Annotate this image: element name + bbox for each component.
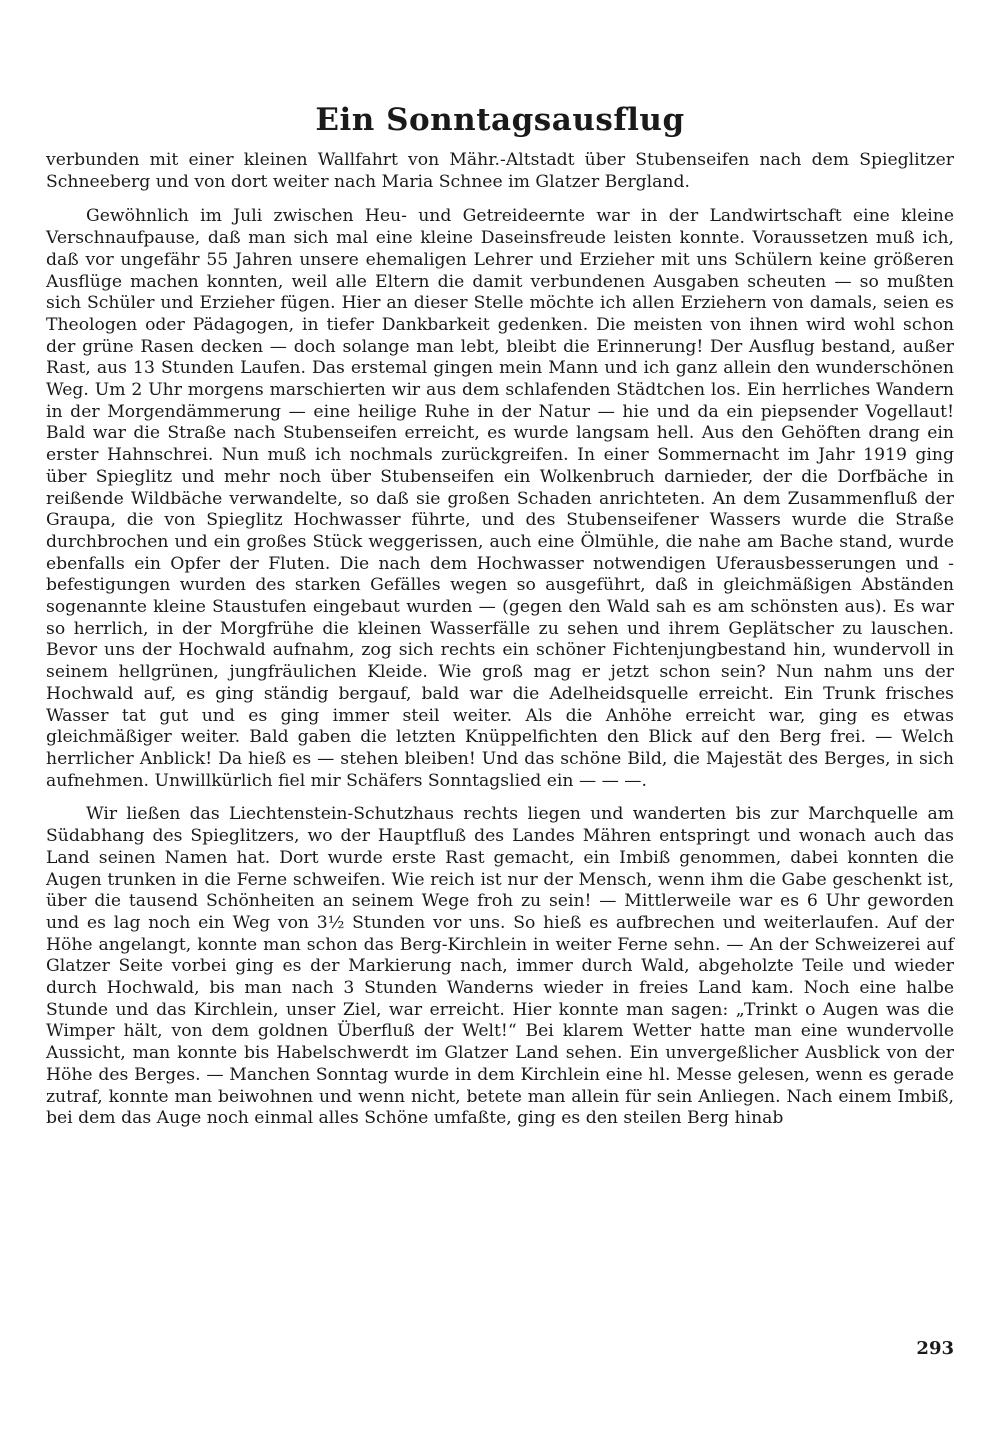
page-title: Ein Sonntagsausflug <box>315 102 685 138</box>
paragraph-continuation: Wir ließen das Liechtenstein-Schutzhaus rechts liegen und wanderten bis zur Marchquelle am Südabhang des Spieglitzers, wo der Hauptfluß des Landes Mähren entspringt und wonach auch das Land seinen Namen hat. Dort wurde erste Rast gemacht, ein Imbiß genommen, dabei konnten die Augen trunken in die Ferne schweifen. Wie reich ist nur der Mensch, wenn ihm die Gabe geschenkt ist, über die tausend Schönheiten an seinem Wege froh zu sein! — Mittlerweile war es 6 Uhr geworden und es lag noch ein Weg von 3½ Stunden vor uns. So hieß es aufbrechen und weiterlaufen. Auf der Höhe angelangt, konnte man schon das Berg-Kirchlein in weiter Ferne sehn. — An der Schweizerei auf Glatzer Seite vorbei ging es der Markierung nach, immer durch Wald, abgeholzte Teile und wieder durch Hochwald, bis man nach 3 Stunden Wanderns wieder in freies Land kam. Noch eine halbe Stunde und das Kirchlein, unser Ziel, war erreicht. Hier konnte man sagen: „Trinkt o Augen was die Wimper hält, von dem goldnen Überfluß der Welt!“ Bei klarem Wetter hatte man eine wundervolle Aussicht, man konnte bis Habelschwerdt im Glatzer Land sehen. Ein unvergeßlicher Ausblick von der Höhe des Berges. — Manchen Sonntag wurde in dem Kirchlein eine hl. Messe gelesen, wenn es gerade zutraf, konnte man beiwohnen und wenn nicht, betete man allein für sein Anliegen. Nach einem Imbiß, bei dem das Auge noch einmal alles Schöne umfaßte, ging es den steilen Berg hinab <box>46 804 954 1129</box>
paragraph-intro: verbunden mit einer kleinen Wallfahrt von Mähr.-Altstadt über Stubenseifen nach dem Spieglitzer Schneeberg und von dort weiter nach Maria Schnee im Glatzer Bergland. <box>46 150 954 192</box>
page-number: 293 <box>916 1338 954 1359</box>
article-body <box>46 150 954 1130</box>
paragraph-main: Gewöhnlich im Juli zwischen Heu- und Getreideernte war in der Landwirtschaft eine kleine Verschnaufpause, daß man sich mal eine kleine Daseinsfreude leisten konnte. Voraussetzen muß ich, daß vor ungefähr 55 Jahren unsere ehemaligen Lehrer und Erzieher mit uns Schülern keine größeren Ausflüge machen konnten, weil alle Eltern die damit verbundenen Ausgaben scheuten — so mußten sich Schüler und Erzieher fügen. Hier an dieser Stelle möchte ich allen Erziehern von damals, seien es Theologen oder Pädagogen, in tiefer Dankbarkeit gedenken. Die meisten von ihnen wird wohl schon der grüne Rasen decken — doch solange man lebt, bleibt die Erinnerung! Der Ausflug bestand, außer Rast, aus 13 Stunden Laufen. Das erstemal gingen mein Mann und ich ganz allein den wunderschönen Weg. Um 2 Uhr morgens marschierten wir aus dem schlafenden Städtchen los. Ein herrliches Wandern in der Morgendämmerung — eine heilige Ruhe in der Natur — hie und da ein piepsender Vogellaut! Bald war die Straße nach Stubenseifen erreicht, es wurde langsam hell. Aus den Gehöften drang ein erster Hahnschrei. Nun muß ich nochmals zurückgreifen. In einer Sommernacht im Jahr 1919 ging über Spieglitz und mehr noch über Stubenseifen ein Wolkenbruch darnieder, der die Dorfbäche in reißende Wildbäche verwandelte, so daß sie großen Schaden anrichteten. An dem Zusammenfluß der Graupa, die von Spieglitz Hochwasser führte, und des Stubenseifener Wassers wurde die Straße durchbrochen und ein großes Stück weggerissen, auch eine Ölmühle, die nahe am Bache stand, wurde ebenfalls ein Opfer der Fluten. Die nach dem Hochwasser notwendigen Uferausbesserungen und -befestigungen wurden des starken Gefälles wegen so ausgeführt, daß in gleichmäßigen Abständen sogenannte kleine Staustufen eingebaut wurden — (gegen den Wald sah es am schönsten aus). Es war so herrlich, in der Morgfrühe die kleinen Wasserfälle zu sehen und ihrem Geplätscher zu lauschen. Bevor uns der Hochwald aufnahm, zog sich rechts ein schöner Fichtenjungbestand hin, wundervoll in seinem hellgrünen, jungfräulichen Kleide. Wie groß mag er jetzt schon sein? Nun nahm uns der Hochwald auf, es ging ständig bergauf, bald war die Adelheidsquelle erreicht. Ein Trunk frisches Wasser tat gut und es ging immer steil weiter. Als die Anhöhe erreicht war, ging es etwas gleichmäßiger weiter. Bald gaben die letzten Knüppelfichten den Blick auf den Berg frei. — Welch herrlicher Anblick! Da hieß es — stehen bleiben! Und das schöne Bild, die Majestät des Berges, in sich aufnehmen. Unwillkürlich fiel mir Schäfers Sonntagslied ein — — —. <box>46 206 954 791</box>
document-page <box>46 0 954 1130</box>
